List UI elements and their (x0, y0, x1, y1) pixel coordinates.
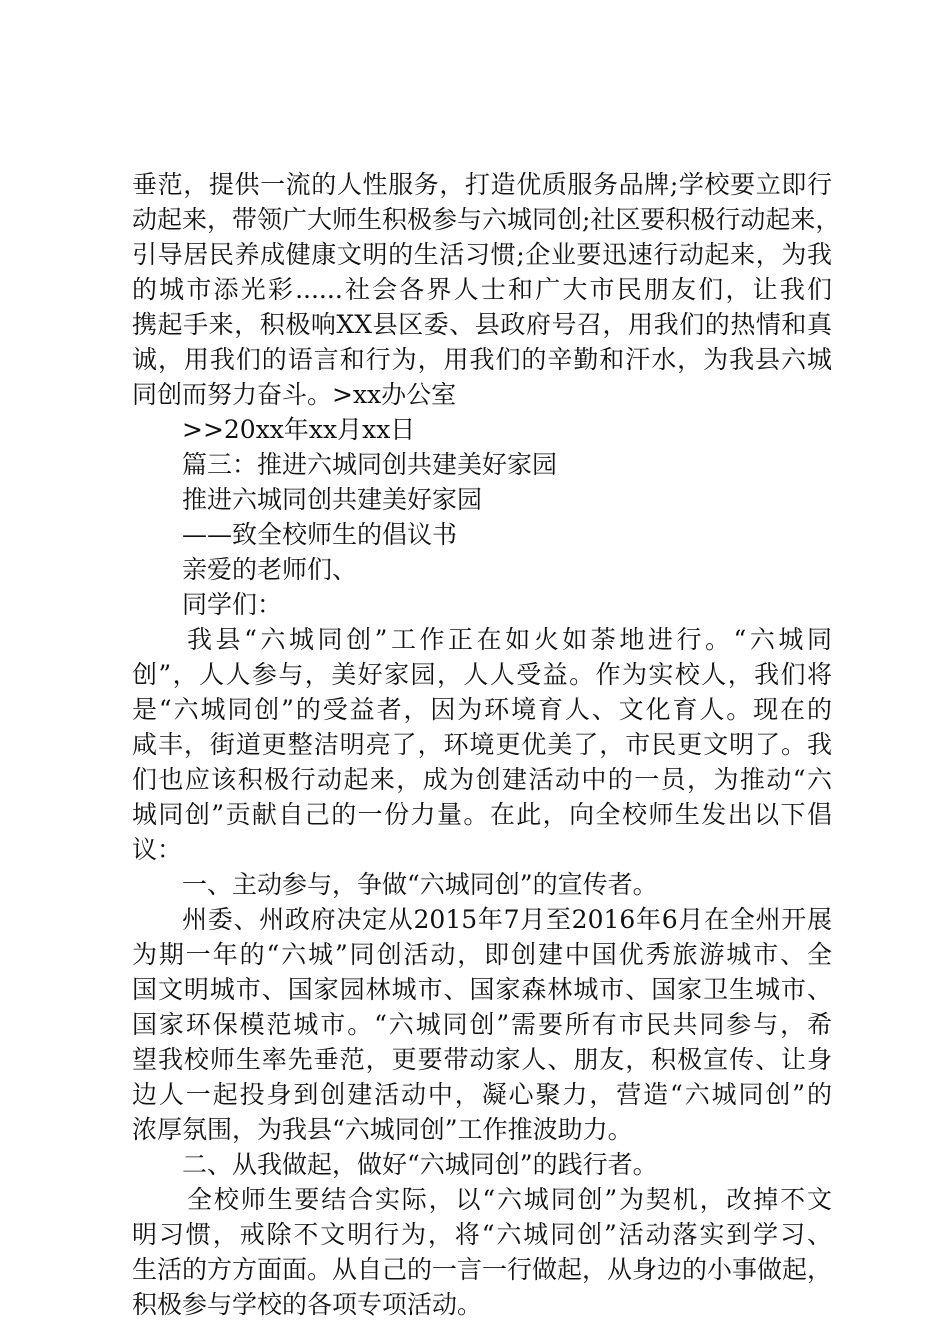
text-line: 州委、州政府决定从2015年7月至2016年6月在全州开展 (182, 905, 832, 934)
text-line: 动起来，带领广大师生积极参与六城同创;社区要积极行动起来， (132, 205, 841, 234)
salutation-line: 同学们： (182, 590, 283, 619)
text-line: 生活的方方面面。从自己的一言一行做起，从身边的小事做起， (132, 1255, 833, 1284)
text-line: 咸丰，街道更整洁明亮了，环境更优美了，市民更文明了。我 (132, 730, 832, 759)
paragraph-intro (132, 622, 832, 867)
text-line: 的城市添光彩......社会各界人士和广大市民朋友们，让我们 (132, 275, 832, 304)
text-line: 们也应该积极行动起来，成为创建活动中的一员，为推动“六 (132, 765, 832, 794)
point-heading: 一、主动参与，争做“六城同创”的宣传者。 (182, 870, 658, 899)
text-line: 我县“六城同创”工作正在如火如荼地进行。“六城同 (187, 625, 832, 654)
text-line: 国文明城市、国家园林城市、国家森林城市、国家卫生城市、 (132, 975, 832, 1004)
text-line: 诚，用我们的语言和行为，用我们的辛勤和汗水，为我县六城 (132, 345, 832, 374)
document-body (132, 167, 841, 1322)
point-heading: 二、从我做起，做好“六城同创”的践行者。 (182, 1150, 658, 1179)
text-line: 创”，人人参与，美好家园，人人受益。作为实校人，我们将 (132, 660, 832, 689)
text-line: 为期一年的“六城”同创活动，即创建中国优秀旅游城市、全 (132, 940, 832, 969)
document-subtitle: ——致全校师生的倡议书 (182, 520, 458, 549)
text-line: 是“六城同创”的受益者，因为环境育人、文化育人。现在的 (132, 695, 832, 724)
text-line: 垂范，提供一流的人性服务，打造优质服务品牌;学校要立即行 (132, 170, 832, 199)
text-line: 积极参与学校的各项专项活动。 (132, 1290, 483, 1319)
section-heading: 篇三：推进六城同创共建美好家园 (182, 450, 558, 479)
text-line: 边人一起投身到创建活动中，凝心聚力，营造“六城同创”的 (132, 1080, 832, 1109)
text-line: 引导居民养成健康文明的生活习惯;企业要迅速行动起来，为我 (132, 240, 832, 269)
paragraph-point-two (132, 1182, 832, 1322)
text-line: 浓厚氛围，为我县“六城同创”工作推波助力。 (132, 1115, 633, 1144)
text-line: 望我校师生率先垂范，更要带动家人、朋友，积极宣传、让身 (132, 1045, 832, 1074)
text-line: 同创而努力奋斗。>xx办公室 (132, 380, 457, 409)
text-line: 国家环保模范城市。“六城同创”需要所有市民共同参与，希 (132, 1010, 832, 1039)
paragraph-continuation (132, 167, 841, 412)
text-line: 携起手来，积极响XX县区委、县政府号召，用我们的热情和真 (132, 310, 832, 339)
salutation-line: 亲爱的老师们、 (182, 555, 358, 584)
paragraph-point-one (132, 902, 832, 1147)
text-line: 城同创”贡献自己的一份力量。在此，向全校师生发出以下倡 (132, 800, 832, 829)
text-line: 全校师生要结合实际，以“六城同创”为契机，改掉不文 (187, 1185, 832, 1214)
document-title: 推进六城同创共建美好家园 (182, 485, 483, 514)
date-line: >>20xx年xx月xx日 (182, 415, 416, 444)
text-line: 议： (132, 835, 183, 864)
text-line: 明习惯，戒除不文明行为，将“六城同创”活动落实到学习、 (132, 1220, 832, 1249)
